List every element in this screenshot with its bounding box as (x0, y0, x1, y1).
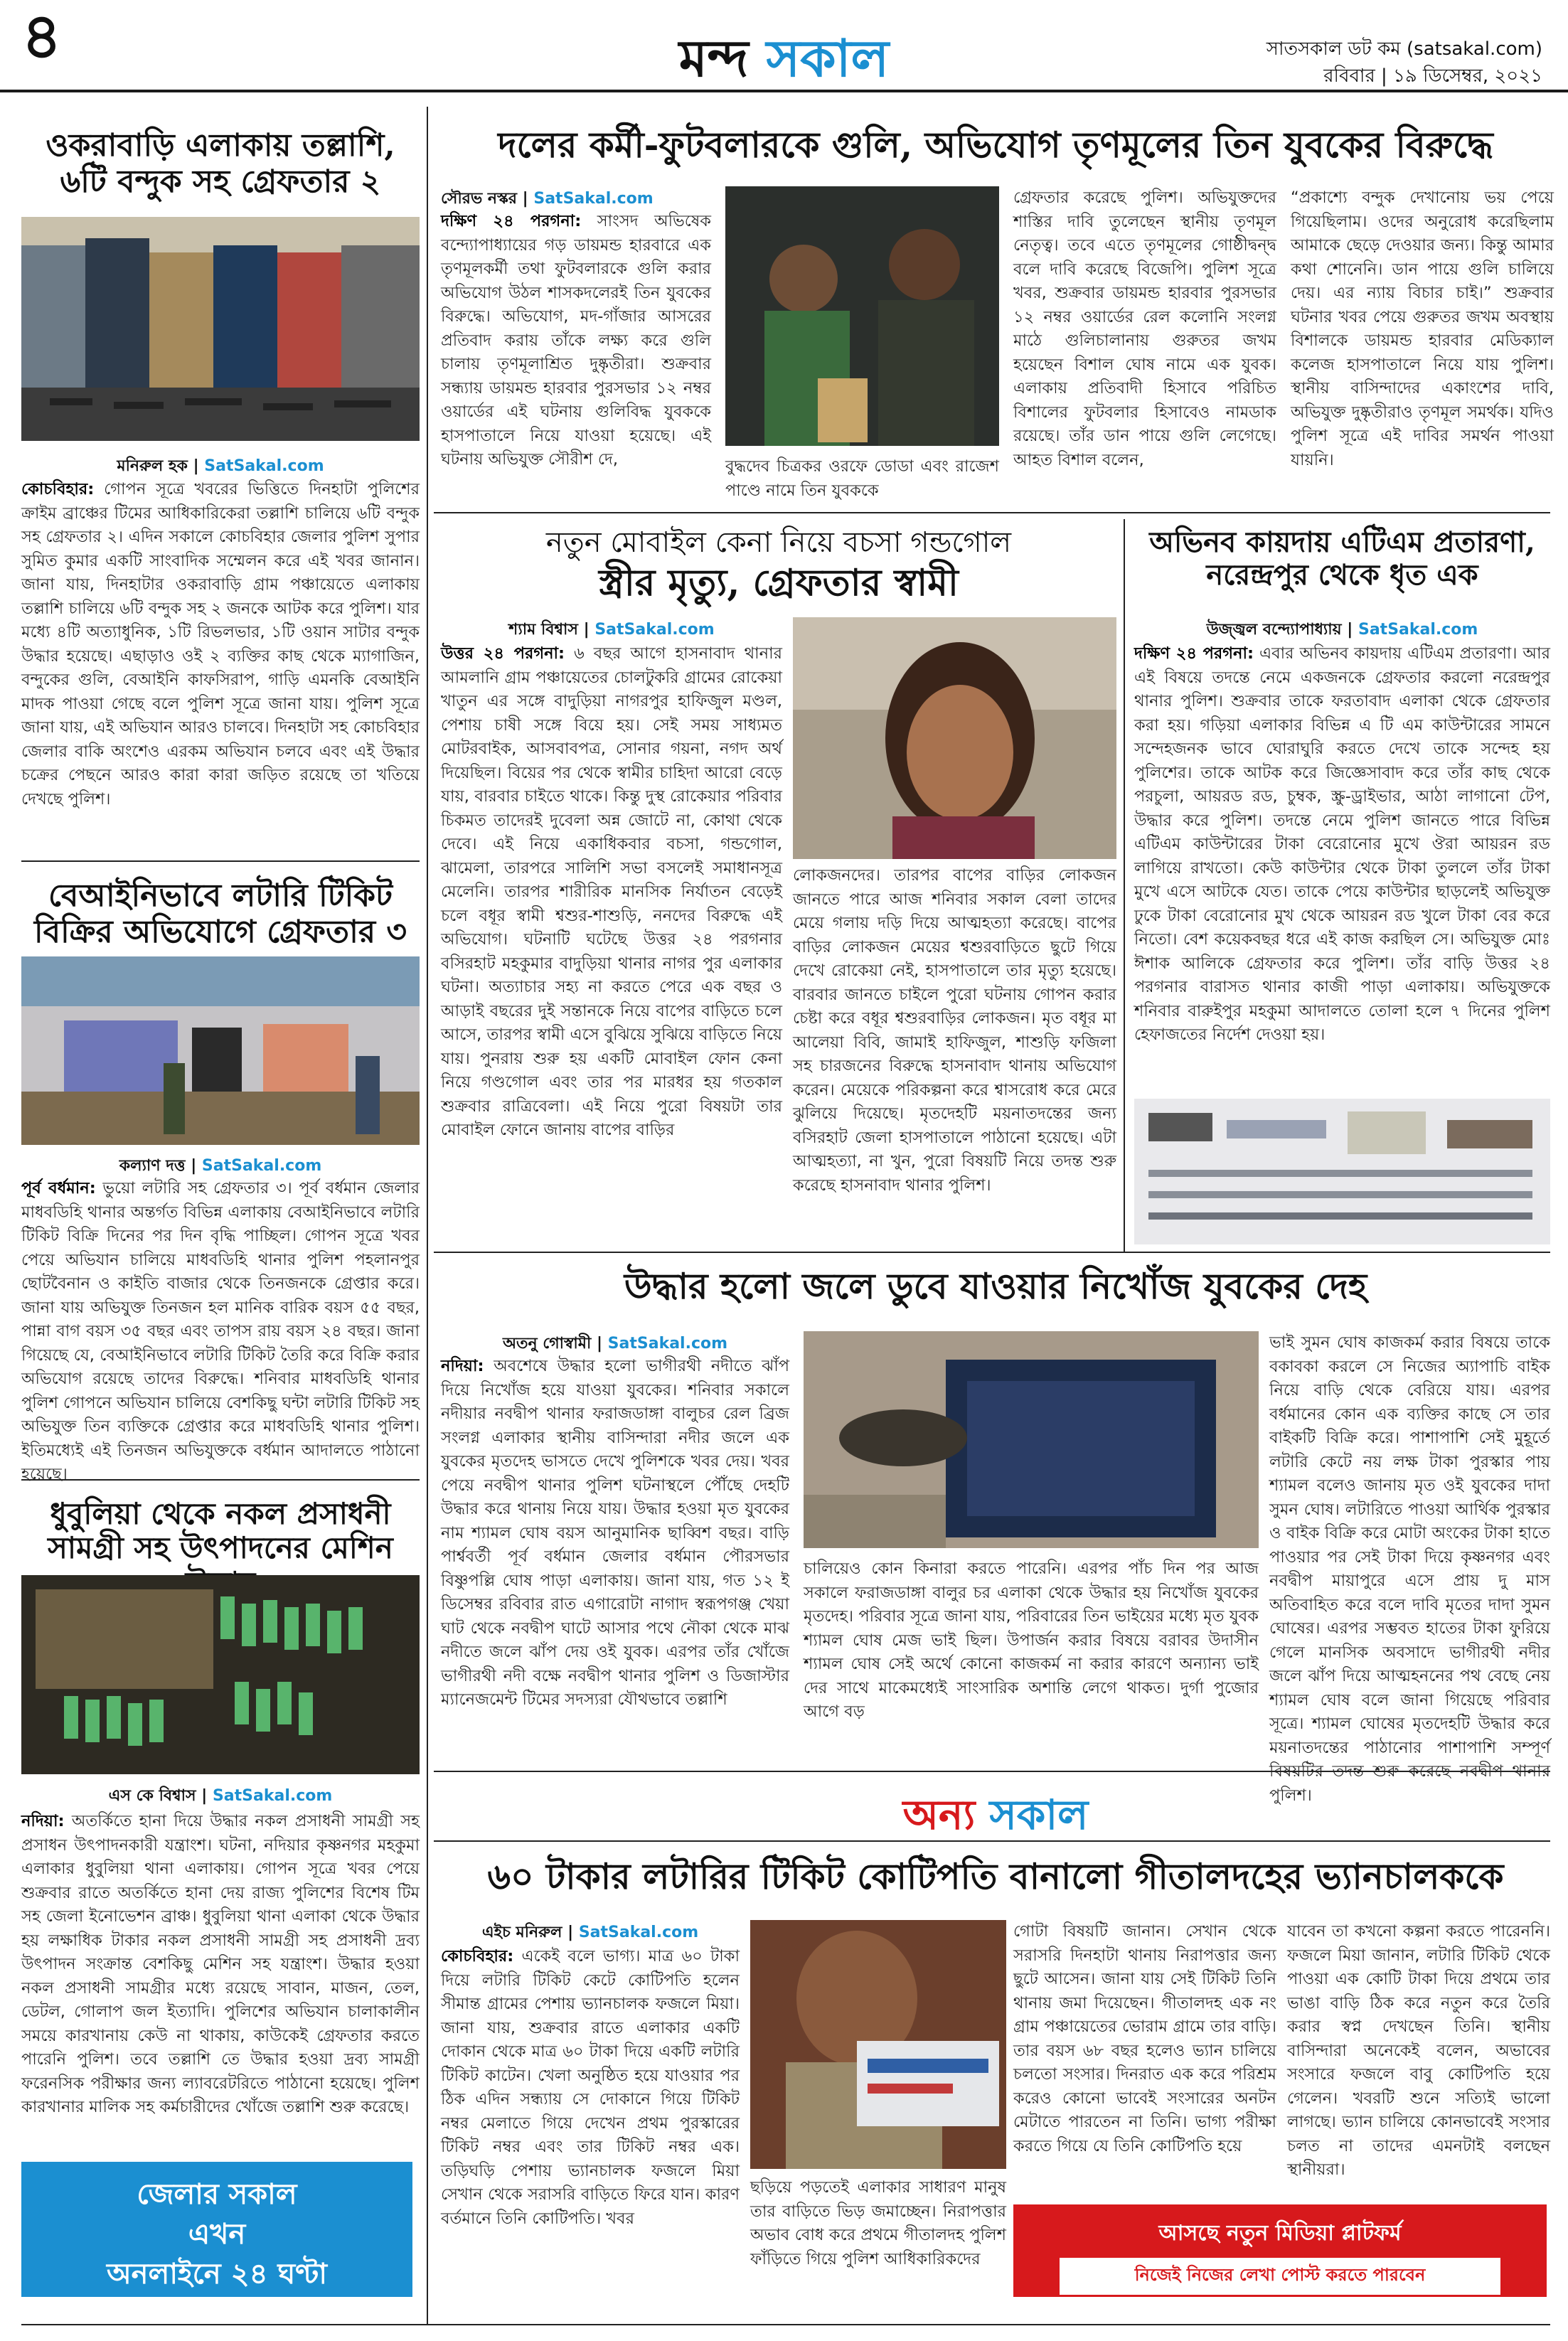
lottery-headline[interactable]: ৬০ টাকার লটারির টিকিট কোটিপতি বানালো গীতালদহের ভ্যানচালককে (487, 1855, 1504, 1897)
lead-dateline: দক্ষিণ ২৪ পরগনা: (441, 212, 582, 230)
online-promo-banner[interactable] (21, 2162, 412, 2297)
story1-photo (21, 217, 420, 441)
lead-byline-name: সৌরভ নস্কর (441, 190, 517, 208)
drown-byline: অতনু গোস্বামী | SatSakal.com (502, 1335, 728, 1353)
lottery-byline: এইচ মনিরুল | SatSakal.com (481, 1924, 699, 1941)
lead-byline-site[interactable]: SatSakal.com (533, 190, 654, 208)
atm-byline-site[interactable]: SatSakal.com (1358, 621, 1478, 639)
story3-body (21, 1810, 420, 2144)
lead-headline[interactable]: দলের কর্মী-ফুটবলারকে গুলি, অভিযোগ তৃণমূলের তিন যুবকের বিরুদ্ধে (498, 124, 1493, 166)
story1-text: গোপন সূত্রে খবরের ভিত্তিতে দিনহাটা পুলিশের ক্রাইম ব্রাঞ্চের টিমের আধিকারিকেরা তল্লাশি চালিয়ে ৬টি বন্দুক সহ গ্রেফতার ২। এদিন সকালে কোচবিহার জেলার পুলিশ সুপার সুমিত কুমার একটি সাংবাদিক সম্মেলন করে এই খবর জানান। জানা যায়, দিনহাটার ওকরাবাড়ি গ্রাম পঞ্চায়েতে এলাকায় তল্লাশি চালিয়ে ৬টি বন্দুক সহ ২ জনকে আটক করে পুলিশ। যার মধ্যে ৪টি অত্যাধুনিক, ১টি রিভলভার, ১টি ওয়ান সাটার বন্দুক উদ্ধার হয়েছে। এছাড়াও ওই ২ ব্যক্তির কাছ থেকে ম্যাগাজিন, বন্দুকের গুলি, বেআইনি কাফসিরাপ, গাড়ি এমনকি বেআইনি মাদক পাওয়া গেছে বলে পুলিশ সূত্রে জানা যায়। পুলিশ সূত্রে জানা যায়, এই অভিযান আরও চালবে। দিনহাটা সহ কোচবিহার জেলার বাকি অংশেও এরকম অভিযান চলবে এবং এই উদ্ধার চক্রের পেছনে আরও কারা কারা জড়িত রয়েছে তা খতিয়ে দেখছে পুলিশ। (21, 480, 420, 809)
atm-photo (1134, 1099, 1550, 1244)
drown-dateline: নদিয়া: (441, 1357, 484, 1375)
story3-headline[interactable]: ধুবুলিয়া থেকে নকল প্রসাধনী সামগ্রী সহ উৎপাদনের মেশিন (48, 1496, 393, 1566)
story1-headline[interactable]: ওকরাবাড়ি এলাকায় তল্লাশি, ৬টি বন্দুক সহ গ্রেফতার ২ (46, 127, 395, 200)
page-number: ৪ (21, 0, 63, 73)
drown-column-3: ভাই সুমন ঘোষ কাজকর্ম করার বিষয়ে তাকে বকাবকা করলে সে নিজের অ্যাপাচি বাইক নিয়ে বাড়ি থেকে বেরিয়ে যায়। এরপর বর্ধমানের কোন এক ব্যক্তির কাছে সে তার বাইকটি বিক্রি করে। পাশাপাশি সেই মুহূর্তে লটারি কেটে নয় লক্ষ টাকা পুরস্কার পায় শ্যামল বলেও জানায় মৃত ওই যুবকের দাদা সুমন ঘোষ। লটারিতে পাওয়া আর্থিক পুরস্কার ও বাইক বিক্রি করে মোটা অংকের টাকা হাতে পাওয়ার পর সেই টাকা দিয়ে কৃষ্ণনগর এবং নবদ্বীপ মায়াপুরে এসে প্রায় দু মাস অতিবাহিত করে বলে দাবি মৃতের দাদা সুমন ঘোষের। এরপর সম্ভবত হাতের টাকা ফুরিয়ে গেলে মানসিক অবসাদে ভাগীরথী নদীর জলে ঝাঁপ দিয়ে আত্মহননের পথ বেছে নেয় শ্যামল ঘোষ বলে জানা গিয়েছে পরিবার সূত্রে। শ্যামল ঘোষের মৃতদেহটি উদ্ধার করে ময়নাতদন্তের পাঠানোর পাশাপাশি সম্পূর্ণ বিষয়টির তদন্ত শুরু করেছে নবদ্বীপ থানার পুলিশ। (1269, 1333, 1550, 1805)
wife-headline[interactable]: স্ত্রীর মৃত্যু, গ্রেফতার স্বামী (599, 561, 959, 604)
column-divider (1124, 519, 1125, 1252)
lead-column-3: গ্রেফতার করেছে পুলিশ। অভিযুক্তদের শাস্তির দাবি তুলেছেন স্থানীয় তৃণমূল নেতৃত্ব। তবে এতে তৃণমূলের গোষ্ঠীদ্বন্দ্ব বলে দাবি করেছে বিজেপি। পুলিশ সূত্রে খবর, শুক্রবার ডায়মন্ড হারবার পুরসভার ১২ নম্বর ওয়ার্ডের রেল কলোনি সংলগ্ন মাঠে গুলিচালানায় গুরুতর জখম হয়েছেন বিশাল ঘোষ নামে এক যুবক। এলাকায় প্রতিবাদী হিসাবে পরিচিত বিশালের ফুটবলার হিসাবেও নামডাক রয়েছে। তাঁর ডান পায়ে গুলি লেগেছে। আহত বিশাল বলেন, (1013, 188, 1276, 469)
atm-byline: উজ্জ্বল বন্দ্যোপাধ্যায় | SatSakal.com (1206, 621, 1478, 639)
lottery-column-1 (441, 1945, 740, 2318)
wife-dateline: উত্তর ২৪ পরগনা: (441, 644, 565, 663)
lead-photo (725, 186, 999, 446)
column-divider (427, 107, 428, 2325)
section-heading-part2: সকাল (989, 1791, 1089, 1839)
footer-rule (21, 2324, 1550, 2325)
lottery-byline-name: এইচ মনিরুল (481, 1924, 562, 1941)
section-heading (427, 1783, 1564, 1852)
lottery-column-4: যাবেন তা কখনো কল্পনা করতে পারেননি। ফজলে মিয়া জানান, লটারি টিকিট থেকে পাওয়া এক কোটি টাকা দিয়ে প্রথমে তার ভাঙা বাড়ি ঠিক করে নতুন করে তৈরি করার স্বপ্ন দেখছেন তিনি। স্থানীয় বাসিন্দারা অনেকেই বলেন, অভাবের সংসারে ফজলে বাবু কোটিপতি হয়ে গেলেন। খবরটি শুনে সত্যিই ভালো লাগছে। ভ্যান চালিয়ে কোনভাবেই সংসার চলত না তাদের এমনটাই বলছেন স্থানীয়রা। (1287, 1922, 1550, 2179)
newspaper-name-part2: সকাল (766, 28, 890, 88)
drown-byline-site[interactable]: SatSakal.com (607, 1335, 728, 1353)
story1-dateline: কোচবিহার: (21, 480, 95, 498)
wife-kicker: নতুন মোবাইল কেনা নিয়ে বচসা গন্ডগোল (545, 526, 1012, 559)
drown-headline[interactable]: উদ্ধার হলো জলে ডুবে যাওয়ার নিখোঁজ যুবকের দেহ (624, 1265, 1367, 1307)
lottery-photo-caption: ছড়িয়ে পড়তেই এলাকার সাধারণ মানুষ তার বাড়িতে ভিড় জমাচ্ছেন। নিরাপত্তার অভাব বোধ করে প্রথমে গীতালদহ পুলিশ ফাঁড়িতে গিয়ে পুলিশ আধিকারিকদের (750, 2178, 1006, 2268)
section-divider (434, 1252, 1550, 1253)
story2-byline: কল্যাণ দত্ত | SatSakal.com (119, 1157, 322, 1175)
section-divider (434, 512, 1550, 513)
site-url[interactable]: সাতসকাল ডট কম (satsakal.com) (1266, 38, 1542, 60)
story1-byline: মনিরুল হক | SatSakal.com (117, 457, 324, 475)
story3-photo (21, 1575, 420, 1774)
media-platform-title: আসছে নতুন মিডিয়া প্লাটফর্ম (1158, 2221, 1402, 2246)
drown-byline-name: অতনু গোস্বামী (502, 1335, 592, 1353)
atm-dateline: দক্ষিণ ২৪ পরগনা: (1134, 644, 1254, 663)
story1-byline-name: মনিরুল হক (117, 457, 188, 475)
lottery-col1-text: একেই বলে ভাগ্য। মাত্র ৬০ টাকা দিয়ে লটারি টিকিট কেটে কোটিপতি হলেন সীমান্ত গ্রামের পেশায় ভ্যানচালক ফজলে মিয়া। জানা যায়, শুক্রবার রাতে এলাকার একটি দোকান থেকে মাত্র ৬০ টাকা দিয়ে একটি লটারি টিকিট কাটেন। খেলা অনুষ্ঠিত হয়ে যাওয়ার পর ঠিক এদিন সন্ধ্যায় সে দোকানে গিয়ে টিকিট নম্বর মেলাতে গিয়ে দেখেন প্রথম পুরস্কারের টিকিট নম্বর এবং তার টিকিট নম্বর এক। তড়িঘড়ি পেশায় ভ্যানচালক ফজলে মিয়া সেখান থেকে সরাসরি বাড়িতে ফিরে যান। কারণ বর্তমানে তিনি কোটিপতি। খবর (441, 1947, 740, 2228)
section-divider (21, 860, 420, 862)
story3-byline-site[interactable]: SatSakal.com (212, 1787, 333, 1805)
story3-byline-name: এস কে বিশ্বাস (108, 1787, 196, 1805)
drown-column-1 (441, 1355, 789, 1764)
story2-text: ভুয়ো লটারি সহ গ্রেফতার ৩। পূর্ব বর্ধমান জেলার মাধবডিহি থানার অন্তর্গত বিভিন্ন এলাকায় বেআইনিভাবে লটারি টিকিট বিক্রি দিনের পর দিন বৃদ্ধি পাচ্ছিল। গোপন সূত্রে খবর পেয়ে অভিযান চালিয়ে মাধবডিহি থানার পুলিশ পহলানপুর ছোটবৈনান ও কাইতি বাজার থেকে তিনজনকে গ্রেপ্তার করে। জানা যায় অভিযুক্ত তিনজন হল মানিক বারিক বয়স ৫৫ বছর, পান্না বাগ বয়স ৩৫ বছর এবং তাপস রায় বয়স ২৪ বছর। জানা গিয়েছে যে, বেআইনিভাবে লটারি টিকিট তৈরি করে বিক্রি করার অভিযোগ রয়েছে তাদের বিরুদ্ধে। শনিবার মাধবডিহি থানার পুলিশ গোপনে অভিযান চালিয়ে বেশকিছু ঘন্টা লটারি টিকিট সহ অভিযুক্ত তিন ব্যক্তিকে গ্রেপ্তার করে মাধবডিহি থানার পুলিশ। ইতিমধ্যেই এই তিনজন অভিযুক্তকে বর্ধমান আদালতে পাঠানো হয়েছে। (21, 1179, 420, 1483)
lead-byline: সৌরভ নস্কর | SatSakal.com (441, 190, 654, 208)
newspaper-name-part1: মন্দ (678, 28, 749, 88)
promo-line2: এখন (188, 2217, 246, 2251)
section-heading-part1: অন্য (902, 1791, 976, 1839)
wife-col1-text: ৬ বছর আগে হাসনাবাদ থানার আমলানি গ্রাম পঞ্চায়েতের চোলটুকরি গ্রামের রোকেয়া খাতুন এর সঙ্গে বাদুড়িয়া নাগরপুর হাফিজুল মণ্ডল, পেশায় চাষী সঙ্গে বিয়ে হয়। সেই সময় সাধ্যমত মোটরবাইক, আসবাবপত্র, সোনার গয়না, নগদ অর্থ দিয়েছিল। বিয়ের পর থেকে স্বামীর চাহিদা আরো বেড়ে যায়, বারবার চাইতে থাকে। কিন্তু দুস্থ রোকেয়ার পরিবার চিকমত তাদেরই দুবেলা অন্ন জোটে না, কোথা থেকে দেবে। এই নিয়ে একাধিকবার বচসা, গন্ডগোল, ঝামেলা, তারপরে সালিশি সভা বসলেই সমাধানসূত্র মেলেনি। তারপর শারীরিক মানসিক নির্যাতন বেড়েই চলে বধূর স্বামী শ্বশুর-শাশুড়ি, ননদের বিরুদ্ধে এই অভিযোগ। ঘটনাটি ঘটেছে উত্তর ২৪ পরগনার বসিরহাট মহকুমার বাদুড়িয়া থানার নাগর পুর এলাকার ঘটনা। অত্যাচার সহ্য না করতে পেরে এক বছর ও আড়াই বছরের দুই সন্তানকে নিয়ে বাপের বাড়িতে চলে আসে, তারপর স্বামী এসে বুঝিয়ে সুঝিয়ে বাড়িতে নিয়ে যায়। পুনরায় শুরু হয় একটি মোবাইল ফোন কেনা নিয়ে গণ্ডগোল এবং তার পর মারধর হয় গতকাল শুক্রবার রাত্রিবেলা। এই নিয়ে পুরো বিষয়টা তার মোবাইল ফোনে জানায় বাপের বাড়ির (441, 644, 783, 1139)
lead-photo-caption: বুদ্ধদেব চিত্রকর ওরফে ডোডা এবং রাজেশ পাণ্ডে নামে তিন যুবককে (725, 457, 999, 500)
media-platform-banner[interactable] (1013, 2204, 1547, 2297)
section-divider (21, 1479, 420, 1481)
issue-date: রবিবার | ১৯ ডিসেম্বর, ২০২১ (1323, 65, 1542, 87)
lottery-byline-site[interactable]: SatSakal.com (578, 1924, 699, 1941)
story2-photo (21, 956, 420, 1145)
story2-dateline: পূর্ব বর্ধমান: (21, 1179, 96, 1198)
wife-column-2: লোকজনদের। তারপর বাপের বাড়ির লোকজন জানতে পারে আজ শনিবার সকাল বেলা তাদের মেয়ে গলায় দড়ি দিয়ে আত্মহত্যা করেছে। বাপের বাড়ির লোকজন মেয়ের শ্বশুরবাড়িতে ছুটে গিয়ে দেখে রোকেয়া নেই, হাসপাতালে তার মৃত্যু হয়েছে। বারবার জানতে চাইলে পুরো ঘটনায় গোপন করার চেষ্টা করে বধূর শ্বশুরবাড়ির লোকজন। মৃত বধূর মা আলেয়া বিবি, জামাই হাফিজুল, শাশুড়ি ফজিলা সহ চারজনের বিরুদ্ধে হাসনাবাদ থানায় অভিযোগ করেন। মেয়েকে পরিকল্পনা করে শ্বাসরোধ করে মেরে ঝুলিয়ে দিয়েছে। মৃতদেহটি ময়নাতদন্তের জন্য বসিরহাট জেলা হাসপাতালে পাঠানো হয়েছে। এটা আত্মহত্যা, না খুন, পুরো বিষয়টি নিয়ে তদন্ত শুরু করেছে হাসনাবাদ থানার পুলিশ। (793, 866, 1116, 1195)
story2-byline-name: কল্যাণ দত্ত (119, 1157, 186, 1175)
story1-byline-site[interactable]: SatSakal.com (204, 457, 324, 475)
lottery-column-3: গোটা বিষয়টি জানান। সেখান থেকে সরাসরি দিনহাটা থানায় নিরাপত্তার জন্য ছুটে আসেন। জানা যায় সেই টিকিট তিনি থানায় জমা দিয়েছেন। গীতালদহ এক নং গ্রাম পঞ্চায়েতের ভোরাম গ্রামে তার বাড়ি। তার বয়স ৬৮ বছর হলেও ভ্যান চালিয়ে চলতো সংসার। দিনরাত এক করে পরিশ্রম করেও কোনো ভাবেই সংসারের অনটন মেটাতে পারতেন না তিনি। ভাগ্য পরীক্ষা করতে গিয়ে যে তিনি কোটিপতি হয়ে (1013, 1922, 1276, 2155)
wife-byline: শ্যাম বিশ্বাস | SatSakal.com (508, 621, 715, 639)
lead-col1-text: সাংসদ অভিষেক বন্দ্যোপাধ্যায়ের গড় ডায়মন্ড হারবারে এক তৃণমূলকর্মী তথা ফুটবলারকে গুলি করার অভিযোগ উঠল শাসকদলেরই তিন যুবকের বিরুদ্ধে। অভিযোগ, মদ-গাঁজার আসরের প্রতিবাদ করায় তাঁকে লক্ষ্য করে গুলি চালায় তৃণমূলাশ্রিত দুষ্কৃতীরা। শুক্রবার সন্ধ্যায় ডায়মন্ড হারবার পুরসভার ১২ নম্বর ওয়ার্ডের এই ঘটনায় গুলিবিদ্ধ যুবককে হাসপাতালে নিয়ে যাওয়া হয়েছে। এই ঘটনায় অভিযুক্ত সৌরীশ দে, (441, 212, 711, 469)
masthead-info (1266, 36, 1542, 90)
lottery-dateline: কোচবিহার: (441, 1947, 514, 1966)
story3-dateline: নদিয়া: (21, 1812, 65, 1830)
drown-photo (804, 1331, 1259, 1548)
section-divider (434, 1840, 1550, 1842)
promo-line3: অনলাইনে ২৪ ঘণ্টা (107, 2257, 327, 2291)
atm-headline[interactable]: অভিনব কায়দায় এটিএম প্রতারণা, নরেন্দ্রপুর থেকে ধৃত এক (1149, 526, 1535, 592)
story2-byline-site[interactable]: SatSakal.com (201, 1157, 322, 1175)
wife-column-1 (441, 642, 782, 1239)
atm-body (1134, 642, 1550, 1090)
lottery-photo (750, 1920, 1006, 2169)
lead-column-1 (441, 210, 711, 501)
lead-column-4: “প্রকাশ্যে বন্দুক দেখানোয় ভয় পেয়ে গিয়েছিলাম। ওদের অনুরোধ করেছিলাম আমাকে ছেড়ে দেওয়ার জন্য। কিন্তু আমার কথা শোনেনি। ডান পায়ে গুলি চালিয়ে দেয়। এর ন্যায় বিচার চাই।” শুক্রবার ঘটনার খবর পেয়ে গুরুতর জখম অবস্থায় বিশালকে ডায়মন্ড হারবার মেডিক্যাল কলেজ হাসপাতালে নিয়ে যায় পুলিশ। স্থানীয় বাসিন্দাদের একাংশের দাবি, অভিযুক্ত দুষ্কৃতীরাও তৃণমূল সমর্থক। যদিও পুলিশ সূত্রে এই দাবির সমর্থন পাওয়া যায়নি। (1291, 188, 1554, 469)
story2-headline[interactable]: বেআইনিভাবে লটারি টিকিট বিক্রির অভিযোগে গ্রেফতার ৩ (34, 878, 407, 950)
wife-byline-site[interactable]: SatSakal.com (594, 621, 715, 639)
drown-col1-text: অবশেষে উদ্ধার হলো ভাগীরথী নদীতে ঝাঁপ দিয়ে নিখোঁজ হয়ে যাওয়া যুবকের। শনিবার সকালে নদীয়ার নবদ্বীপ থানার ফরাজডাঙ্গা বালুচর রেল ব্রিজ সংলগ্ন এলাকার স্থানীয় বাসিন্দারা নদীর জলে এক যুবকের মৃতদেহ ভাসতে দেখে পুলিশকে খবর দেয়। খবর পেয়ে নবদ্বীপ থানার পুলিশ ঘটনাস্থলে পৌঁছে দেহটি উদ্ধার করে থানায় নিয়ে যায়। উদ্ধার হওয়া মৃত যুবকের নাম শ্যামল ঘোষ বয়স আনুমানিক ছাব্বিশ বছর। বাড়ি পার্শ্ববর্তী পূর্ব বর্ধমান জেলার বর্ধমান পৌরসভার বিষ্ণুপল্লি ঘোষ পাড়া এলাকায়। জানা যায়, গত ১২ ই ডিসেম্বর রবিবার রাত এগারোটা নাগাদ স্বরূপগঞ্জ খেয়া ঘাট থেকে নবদ্বীপ ঘাটে আসার পথে নৌকা থেকে মাঝ নদীতে জলে ঝাঁপ দেয় ওই যুবক। এরপর তাঁর খোঁজে ভাগীরথী নদী বক্ষে নবদ্বীপ থানার পুলিশ ও ডিজাস্টার ম্যানেজমেন্ট টিমের সদস্যরা যৌথভাবে তল্লাশি (441, 1357, 789, 1709)
atm-byline-name: উজ্জ্বল বন্দ্যোপাধ্যায় (1206, 621, 1342, 639)
story3-text: অতর্কিতে হানা দিয়ে উদ্ধার নকল প্রসাধনী সামগ্রী সহ প্রসাধন উৎপাদনকারী যন্ত্রাংশ। ঘটনা, নদিয়ার কৃষ্ণনগর মহকুমা এলাকার ধুবুলিয়া থানা এলাকায়। গোপন সূত্রে খবর পেয়ে শুক্রবার রাতে অতর্কিতে হানা দেয় রাজ্য পুলিশের বিশেষ টিম সহ জেলা ইনোভেশন ব্রাঞ্চ। ধুবুলিয়া থানা এলাকা থেকে উদ্ধার হয় লক্ষাধিক টাকার নকল প্রসাধনী সামগ্রী সহ প্রসাধনী দ্রব্য উৎপাদন সংক্রান্ত বেশকিছু মেশিন সহ যন্ত্রাংশ। উদ্ধার হওয়া নকল প্রসাধনী সামগ্রীর মধ্যে রয়েছে সাবান, মাজন, তেল, ডেটল, গোলাপ জল ইত্যাদি। পুলিশের অভিযান চালাকালীন সময়ে কারখানায় কেউ না থাকায়, কাউকেই গ্রেফতার করতে পারেনি পুলিশ। তবে তল্লাশি তে উদ্ধার হওয়া দ্রব্য সামগ্রী ফরেনসিক পরীক্ষার জন্য ল্যাবরেটরিতে পাঠানো হয়েছে। পুলিশ কারখানার মালিক সহ কর্মচারীদের খোঁজে তল্লাশি শুরু করেছে। (21, 1812, 420, 2116)
media-platform-subtitle: নিজেই নিজের লেখা পোস্ট করতে পারবেন (1060, 2258, 1500, 2295)
promo-line1: জেলার সকাল (137, 2177, 297, 2211)
wife-photo (793, 617, 1116, 859)
drown-column-2: চালিয়েও কোন কিনারা করতে পারেনি। এরপর পাঁচ দিন পর আজ সকালে ফরাজডাঙ্গা বালুর চর এলাকা থেকে উদ্ধার হয় নিখোঁজ যুবকের মৃতদেহ। পরিবার সূত্রে জানা যায়, পরিবারের তিন ভাইয়ের মধ্যে মৃত যুবক শ্যামল ঘোষ মেজ ভাই ছিল। উপার্জন করার বিষয়ে বরাবর উদাসীন শ্যামল ঘোষ সেই অর্থে কোনো কাজকর্ম না করার কারণে অন্যান্য ভাই দের সাথে মাকেমধ্যেই সাংসারিক অশান্তি লেগে থাকত। দুর্গা পুজোর আগে বড় (804, 1559, 1259, 1721)
wife-byline-name: শ্যাম বিশ্বাস (508, 621, 578, 639)
story1-body (21, 478, 420, 848)
story3-byline: এস কে বিশ্বাস | SatSakal.com (108, 1787, 333, 1805)
atm-text: এবার অভিনব কায়দায় এটিএম প্রতারণা। আর এই বিষয়ে তদন্তে নেমে একজনকে গ্রেফতার করলো নরেন্দ্রপুর থানার পুলিশ। শুক্রবার তাকে ফরতাবাদ এলাকা থেকে গ্রেফতার করা হয়। গড়িয়া এলাকার বিভিন্ন এ টি এম কাউন্টারের সামনে সন্দেহজনক ভাবে ঘোরাঘুরি করতে দেখে তাকে সন্দেহ হয় পুলিশের। তাকে আটক করে জিজ্ঞেসাবাদ করে তাঁর কাছ থেকে পরচুলা, আয়রড রড, চুম্বক, স্ক্রু-ড্রাইভার, আঠা লাগানো টেপ, উদ্ধার করে পুলিশ। তদন্তে নেমে পুলিশ জানতে পারে বিভিন্ন এটিএম কাউন্টারের টাকা বেরোনোর মুখে ঔরা আয়রন রড লাগিয়ে রাখতো। কেউ কাউন্টার থেকে টাকা তুললে তাঁর টাকা মুখে এসে আটকে যেত। তাকে পেয়ে কাউন্টার ছাড়লেই অভিযুক্ত ঢুকে টাকা বেরোনোর মুখ থেকে আয়রন রড খুলে টাকা বের করে নিতো। বেশ কয়েকবছর ধরে এই কাজ করছিল সে। অভিযুক্ত মোঃ ঈশাক আলিকে গ্রেফতার করে পুলিশ। তাঁর বাড়ি উত্তর ২৪ পরগনার বারাসত থানার কাজী পাড়া এলাকায়। অভিযুক্তকে শনিবার বারুইপুর মহকুমা আদালতে তোলা হলে ৭ দিনের পুলিশ হেফাজতের নির্দেশ দেওয়া হয়। (1134, 644, 1550, 1044)
story2-body (21, 1177, 420, 1483)
